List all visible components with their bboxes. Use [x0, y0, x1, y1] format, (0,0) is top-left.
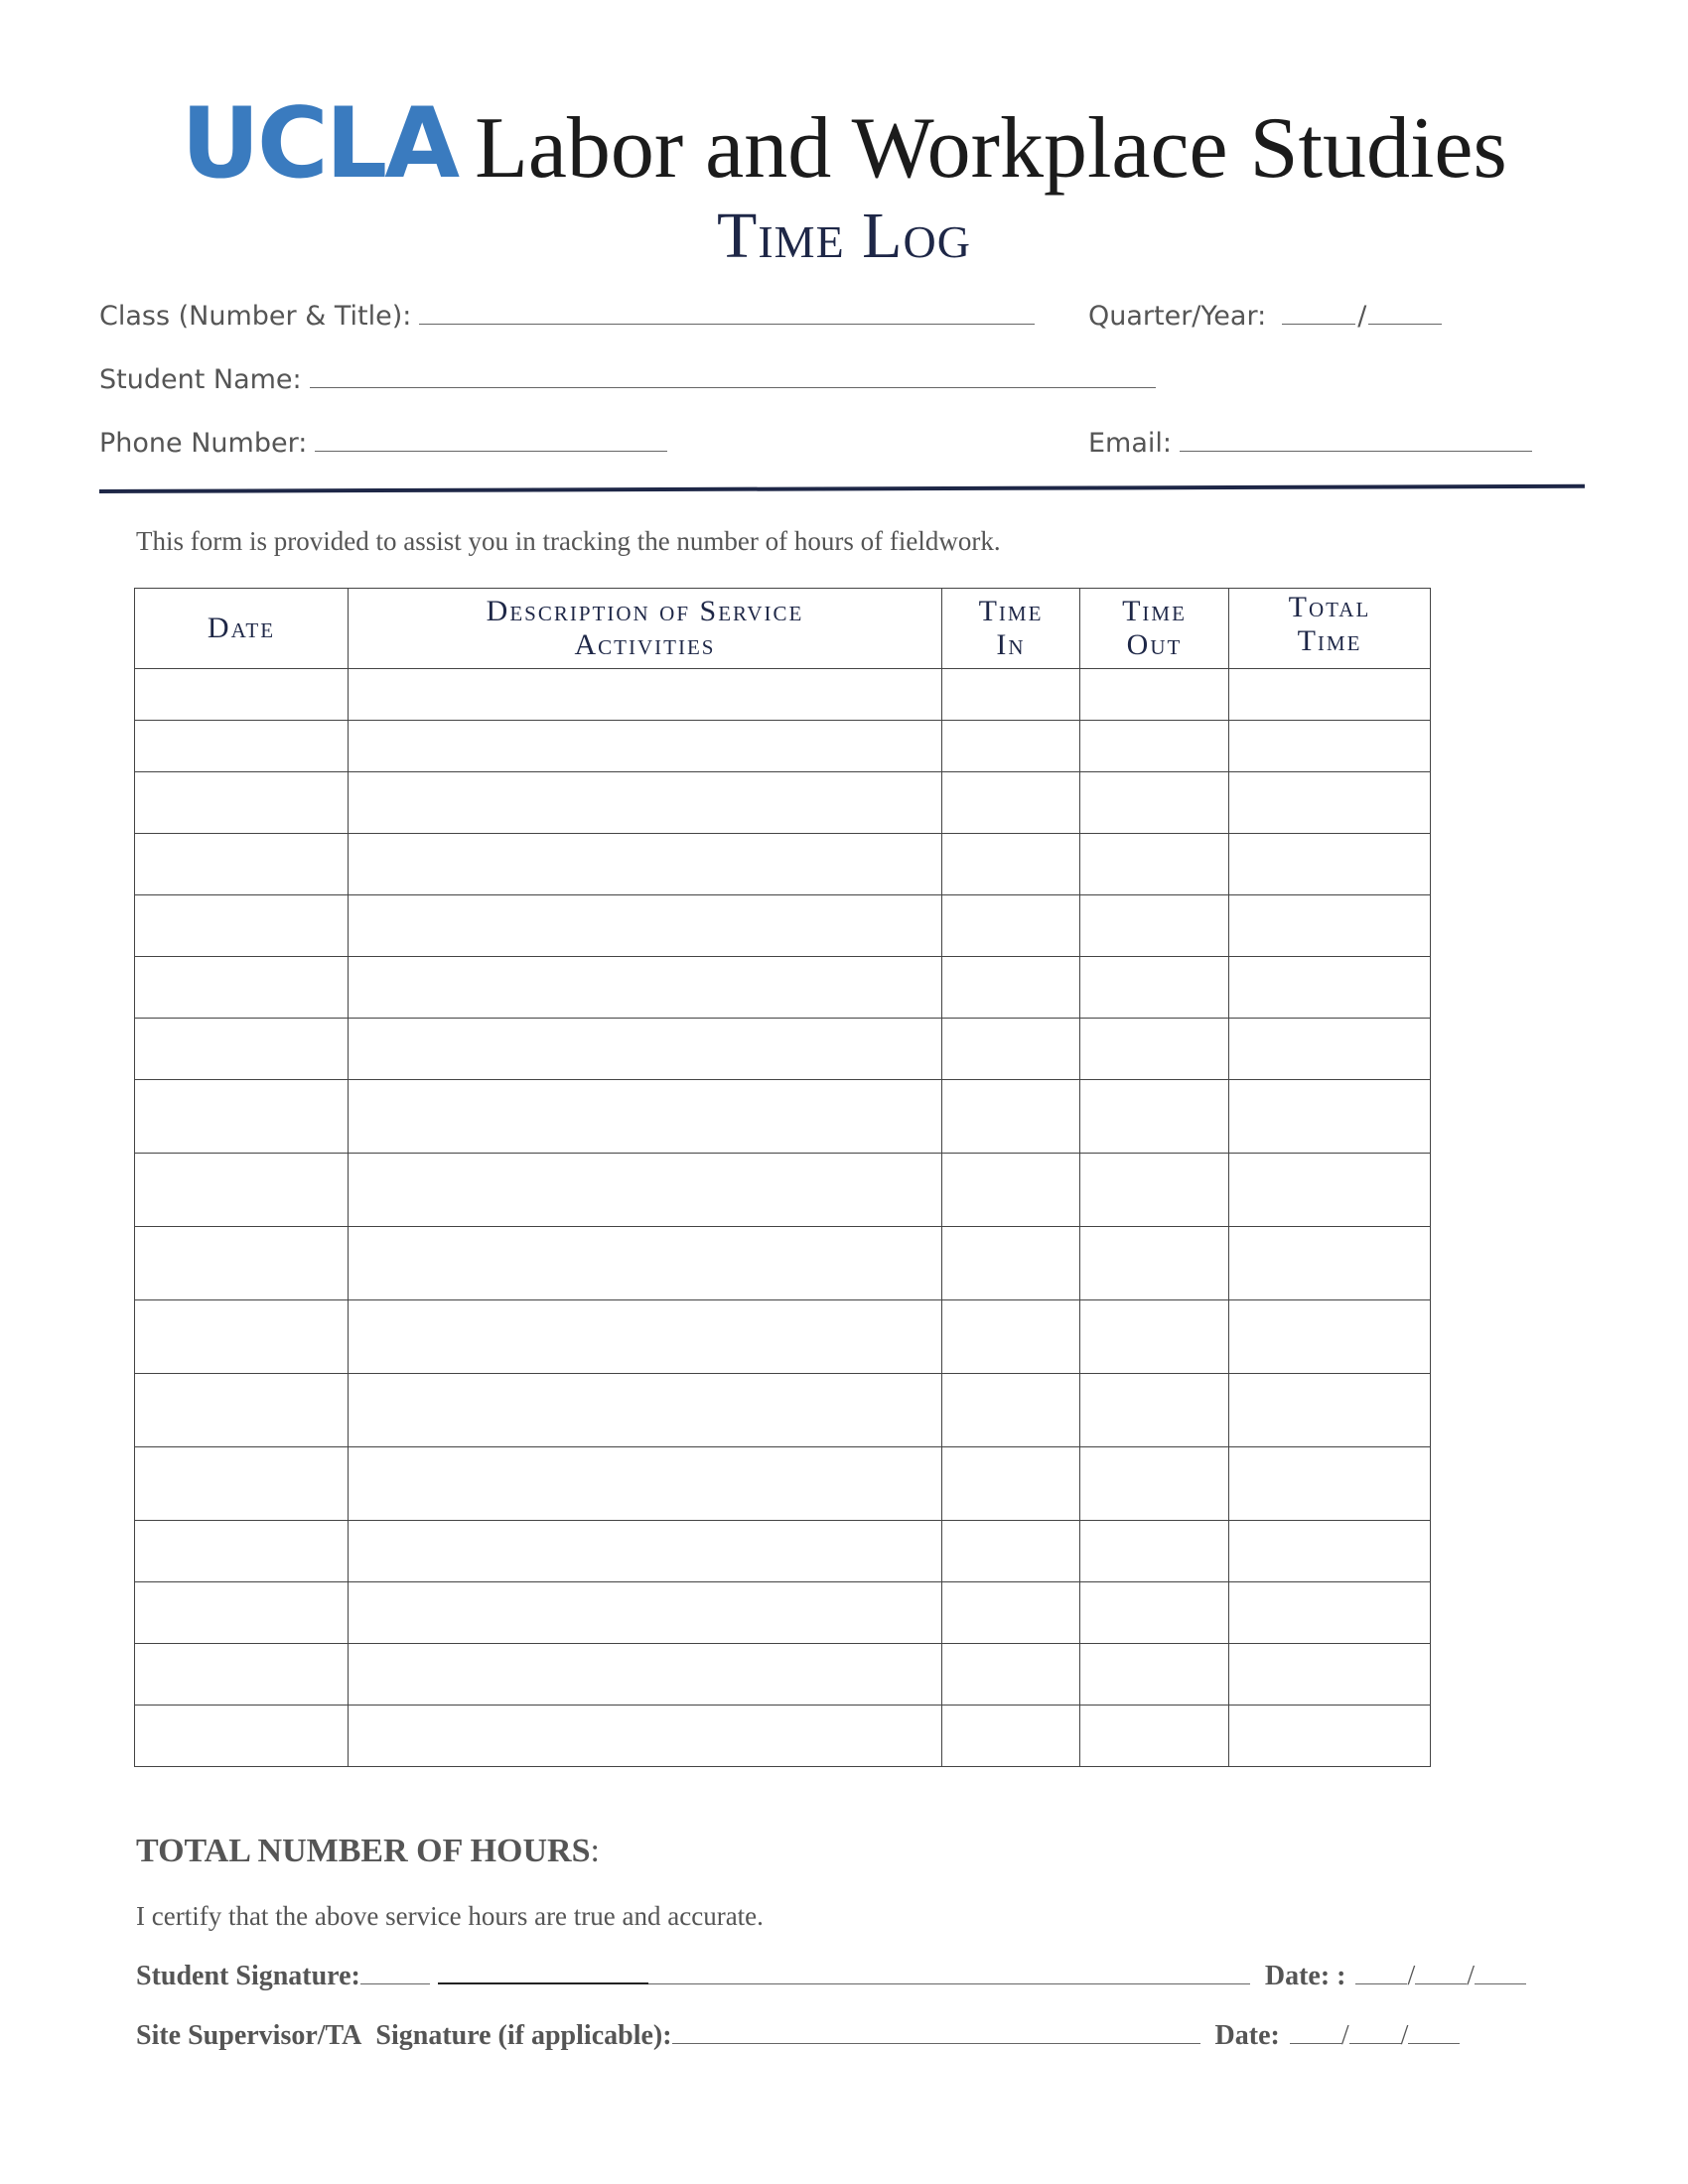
cell-time-in[interactable]: [942, 1080, 1080, 1154]
supervisor-date-month[interactable]: [1290, 2021, 1341, 2044]
table-row: [135, 721, 1431, 772]
cell-time-in[interactable]: [942, 834, 1080, 895]
cell-time-in[interactable]: [942, 1227, 1080, 1300]
cell-description[interactable]: [349, 957, 942, 1019]
cell-description[interactable]: [349, 1447, 942, 1521]
cell-description[interactable]: [349, 1080, 942, 1154]
cell-total-time[interactable]: [1229, 721, 1431, 772]
table-row: [135, 1154, 1431, 1227]
cell-date[interactable]: [135, 1300, 349, 1374]
table-row: [135, 1374, 1431, 1447]
supervisor-date-day[interactable]: [1349, 2021, 1401, 2044]
certification-text: I certify that the above service hours are true and accurate.: [136, 1901, 764, 1931]
class-input-line[interactable]: [419, 302, 1035, 325]
year-input-line[interactable]: [1368, 302, 1442, 325]
table-row: [135, 1300, 1431, 1374]
page-header: [0, 87, 1688, 201]
cell-time-in[interactable]: [942, 895, 1080, 957]
student-date-day[interactable]: [1415, 1962, 1467, 1984]
cell-date[interactable]: [135, 834, 349, 895]
cell-description[interactable]: [349, 721, 942, 772]
cell-date[interactable]: [135, 721, 349, 772]
cell-time-in[interactable]: [942, 957, 1080, 1019]
cell-date[interactable]: [135, 1154, 349, 1227]
student-signature-line-short[interactable]: [360, 1962, 430, 1984]
cell-description[interactable]: [349, 1154, 942, 1227]
email-field: [1088, 428, 1532, 459]
quarter-year-label: Quarter/Year:: [1088, 301, 1267, 332]
cell-date[interactable]: [135, 1644, 349, 1706]
quarter-year-separator: /: [1357, 301, 1367, 332]
table-row: [135, 1227, 1431, 1300]
class-label: Class (Number & Title):: [99, 301, 412, 332]
cell-time-out[interactable]: [1080, 1300, 1229, 1374]
cell-date[interactable]: [135, 1019, 349, 1080]
cell-description[interactable]: [349, 1227, 942, 1300]
cell-time-in[interactable]: [942, 1644, 1080, 1706]
supervisor-signature-line[interactable]: [672, 2021, 1200, 2044]
cell-total-time[interactable]: [1229, 1227, 1431, 1300]
cell-date[interactable]: [135, 1521, 349, 1582]
student-signature-line-bold[interactable]: [438, 1961, 648, 1984]
cell-total-time[interactable]: [1229, 772, 1431, 834]
student-name-input-line[interactable]: [310, 365, 1156, 388]
cell-total-time[interactable]: [1229, 834, 1431, 895]
cell-description[interactable]: [349, 1644, 942, 1706]
cell-time-in[interactable]: [942, 1521, 1080, 1582]
phone-input-line[interactable]: [315, 429, 667, 452]
phone-field: [99, 428, 667, 459]
student-signature-row: [136, 1961, 1526, 1992]
student-signature-line[interactable]: [648, 1962, 1250, 1984]
cell-description[interactable]: [349, 895, 942, 957]
cell-total-time[interactable]: [1229, 895, 1431, 957]
quarter-year-field: [1088, 301, 1442, 332]
header-description: Description of Service Activities: [349, 589, 942, 669]
cell-time-out[interactable]: [1080, 669, 1229, 721]
cell-total-time[interactable]: [1229, 1374, 1431, 1447]
total-hours: [136, 1833, 600, 1870]
cell-total-time[interactable]: [1229, 1019, 1431, 1080]
cell-time-out[interactable]: [1080, 1644, 1229, 1706]
cell-description[interactable]: [349, 834, 942, 895]
student-name-field: [99, 364, 1156, 395]
cell-description[interactable]: [349, 1521, 942, 1582]
cell-time-in[interactable]: [942, 1582, 1080, 1644]
cell-date[interactable]: [135, 1582, 349, 1644]
cell-description[interactable]: [349, 669, 942, 721]
cell-time-out[interactable]: [1080, 957, 1229, 1019]
cell-time-in[interactable]: [942, 721, 1080, 772]
supervisor-date-label: Date:: [1214, 2020, 1280, 2051]
table-row: [135, 1080, 1431, 1154]
supervisor-date-year[interactable]: [1408, 2021, 1460, 2044]
cell-time-out[interactable]: [1080, 721, 1229, 772]
supervisor-date-sep-1: /: [1340, 2020, 1349, 2051]
cell-total-time[interactable]: [1229, 1582, 1431, 1644]
cell-date[interactable]: [135, 772, 349, 834]
header-time-in: Time In: [942, 589, 1080, 669]
header-date: Date: [135, 589, 349, 669]
cell-description[interactable]: [349, 1582, 942, 1644]
cell-time-out[interactable]: [1080, 1374, 1229, 1447]
student-name-label: Student Name:: [99, 364, 302, 395]
cell-description[interactable]: [349, 772, 942, 834]
table-row: [135, 1447, 1431, 1521]
phone-label: Phone Number:: [99, 428, 308, 459]
student-date-label: Date: :: [1264, 1961, 1346, 1991]
cell-time-in[interactable]: [942, 1706, 1080, 1767]
cell-time-out[interactable]: [1080, 1447, 1229, 1521]
table-row: [135, 1644, 1431, 1706]
email-label: Email:: [1088, 428, 1173, 459]
cell-time-out[interactable]: [1080, 1521, 1229, 1582]
department-name: Labor and Workplace Studies: [475, 100, 1507, 197]
cell-date[interactable]: [135, 895, 349, 957]
intro-text: This form is provided to assist you in tracking the number of hours of fieldwork.: [136, 526, 1001, 556]
supervisor-label: Site Supervisor/TA: [136, 2020, 362, 2051]
table-row: [135, 895, 1431, 957]
table-row: [135, 957, 1431, 1019]
cell-description[interactable]: [349, 1706, 942, 1767]
cell-description[interactable]: [349, 1019, 942, 1080]
cell-total-time[interactable]: [1229, 1154, 1431, 1227]
student-date-year[interactable]: [1475, 1962, 1526, 1984]
cell-time-in[interactable]: [942, 1300, 1080, 1374]
cell-total-time[interactable]: [1229, 1447, 1431, 1521]
student-signature-label: Student Signature:: [136, 1961, 360, 1991]
cell-time-out[interactable]: [1080, 1080, 1229, 1154]
cell-time-out[interactable]: [1080, 1154, 1229, 1227]
cell-time-in[interactable]: [942, 1154, 1080, 1227]
cell-total-time[interactable]: [1229, 957, 1431, 1019]
cell-total-time[interactable]: [1229, 1706, 1431, 1767]
cell-date[interactable]: [135, 957, 349, 1019]
header-total-time: Total Time: [1229, 589, 1431, 669]
cell-time-in[interactable]: [942, 1447, 1080, 1521]
cell-description[interactable]: [349, 1300, 942, 1374]
supervisor-signature-label: Signature (if applicable):: [375, 2020, 672, 2051]
cell-time-in[interactable]: [942, 669, 1080, 721]
cell-time-in[interactable]: [942, 1374, 1080, 1447]
table-header-row: [135, 589, 1431, 669]
cell-time-out[interactable]: [1080, 895, 1229, 957]
cell-time-out[interactable]: [1080, 772, 1229, 834]
student-date-month[interactable]: [1355, 1962, 1407, 1984]
table-row: [135, 772, 1431, 834]
cell-time-in[interactable]: [942, 1019, 1080, 1080]
cell-date[interactable]: [135, 1374, 349, 1447]
quarter-input-line[interactable]: [1282, 302, 1355, 325]
total-hours-label: TOTAL NUMBER OF HOURS: [136, 1833, 591, 1869]
cell-time-out[interactable]: [1080, 1706, 1229, 1767]
cell-date[interactable]: [135, 1706, 349, 1767]
email-input-line[interactable]: [1180, 429, 1532, 452]
supervisor-date-sep-2: /: [1400, 2020, 1409, 2051]
total-hours-colon: :: [590, 1833, 600, 1869]
student-date-sep-2: /: [1467, 1961, 1476, 1991]
table-row: [135, 669, 1431, 721]
table-row: [135, 1521, 1431, 1582]
cell-time-in[interactable]: [942, 772, 1080, 834]
ucla-logo: UCLA: [181, 87, 458, 201]
student-date-sep-1: /: [1407, 1961, 1416, 1991]
cell-date[interactable]: [135, 1080, 349, 1154]
cell-date[interactable]: [135, 669, 349, 721]
header-divider: [99, 484, 1585, 493]
cell-time-out[interactable]: [1080, 1227, 1229, 1300]
table-body: [135, 669, 1431, 1767]
supervisor-signature-row: [136, 2020, 1460, 2052]
cell-total-time[interactable]: [1229, 1644, 1431, 1706]
table-row: [135, 1019, 1431, 1080]
cell-description[interactable]: [349, 1374, 942, 1447]
class-field: [99, 301, 1035, 332]
cell-total-time[interactable]: [1229, 1080, 1431, 1154]
table-row: [135, 1706, 1431, 1767]
header-time-out: Time Out: [1080, 589, 1229, 669]
cell-time-out[interactable]: [1080, 834, 1229, 895]
time-log-table: [134, 588, 1431, 1767]
cell-total-time[interactable]: [1229, 1521, 1431, 1582]
cell-time-out[interactable]: [1080, 1019, 1229, 1080]
table-row: [135, 1582, 1431, 1644]
cell-date[interactable]: [135, 1227, 349, 1300]
cell-time-out[interactable]: [1080, 1582, 1229, 1644]
cell-total-time[interactable]: [1229, 669, 1431, 721]
table-row: [135, 834, 1431, 895]
form-title: Time Log: [717, 200, 971, 272]
cell-date[interactable]: [135, 1447, 349, 1521]
cell-total-time[interactable]: [1229, 1300, 1431, 1374]
